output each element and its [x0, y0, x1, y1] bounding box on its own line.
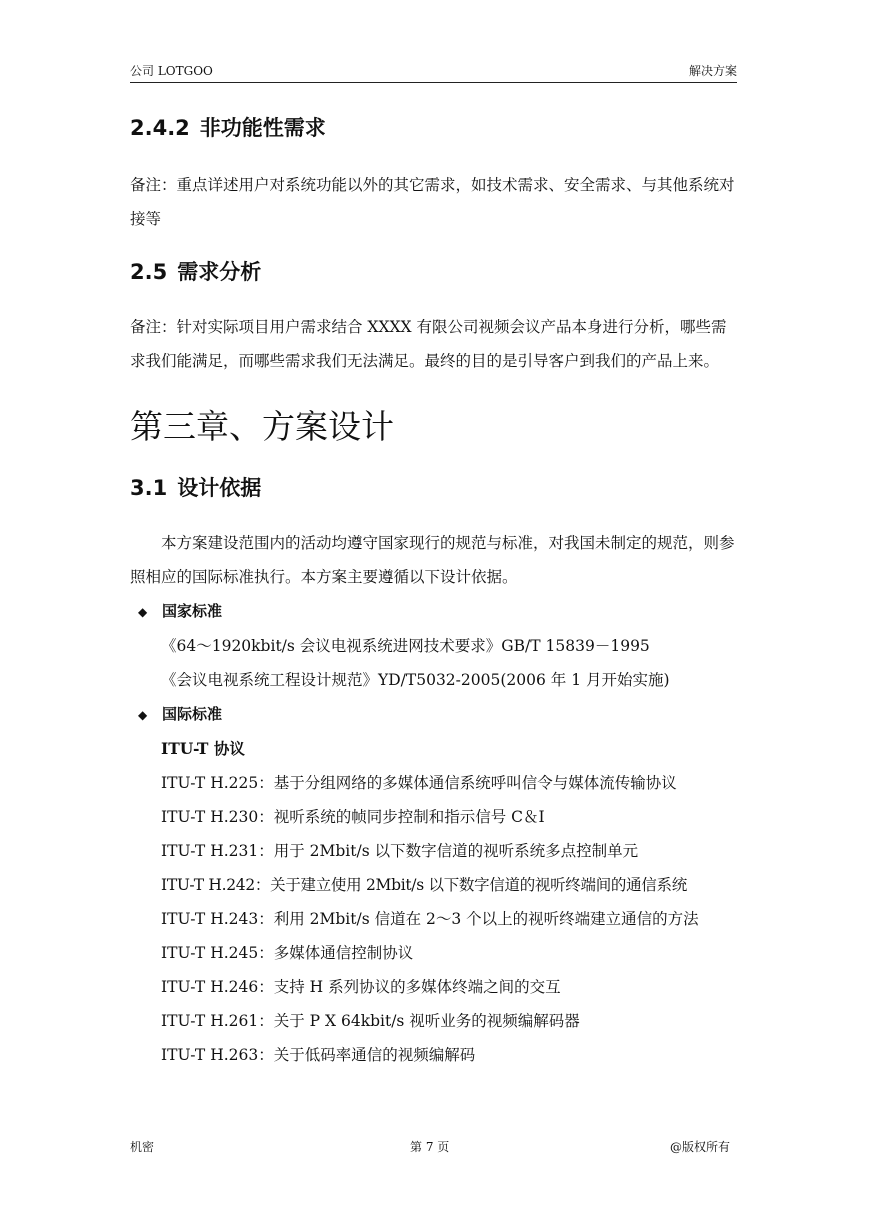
- itu-item: ITU-T H.230：视听系统的帧同步控制和指示信号 C＆I: [161, 808, 545, 826]
- diamond-bullet-icon: ◆: [138, 708, 148, 722]
- bullet-label: 国家标准: [162, 602, 223, 620]
- national-standard-item: 《64～1920kbit/s 会议电视系统进网技术要求》GB/T 15839－1995: [161, 637, 650, 655]
- itu-item: ITU-T H.242：关于建立使用 2Mbit/s 以下数字信道的视听终端间的通信系统: [161, 876, 687, 894]
- header-company: 公司 LOTGOO: [130, 64, 213, 78]
- heading-number: 2.4.2: [130, 116, 190, 140]
- heading-title: 非功能性需求: [199, 116, 326, 140]
- bullet-label: 国际标准: [162, 705, 223, 723]
- footer-copyright: @版权所有: [669, 1140, 730, 1154]
- bullet-national-standards: [130, 594, 737, 629]
- heading-2-5: [130, 254, 737, 290]
- itu-item: ITU-T H.263：关于低码率通信的视频编解码: [161, 1046, 476, 1064]
- chapter-3-title: 第三章、方案设计: [130, 407, 394, 446]
- itu-protocol-label: ITU-T 协议: [161, 739, 245, 758]
- itu-item: ITU-T H.231：用于 2Mbit/s 以下数字信道的视听系统多点控制单元: [161, 842, 639, 860]
- footer-confidential: 机密: [130, 1140, 155, 1154]
- itu-item: ITU-T H.243：利用 2Mbit/s 信道在 2～3 个以上的视听终端建立通信的方法: [161, 910, 699, 928]
- national-standard-item: 《会议电视系统工程设计规范》YD/T5032-2005(2006 年 1 月开始实施): [161, 671, 670, 689]
- header-doc-type: 解决方案: [688, 64, 737, 78]
- page-header: [130, 62, 737, 83]
- bullet-international-standards: [130, 697, 737, 732]
- heading-title: 设计依据: [177, 476, 262, 500]
- footer-page-number: 第 7 页: [410, 1140, 450, 1154]
- note-2-4-2: 备注：重点详述用户对系统功能以外的其它需求，如技术需求、安全需求、与其他系统对接等: [130, 176, 735, 228]
- heading-3-1: [130, 470, 737, 506]
- note-2-5: 备注：针对实际项目用户需求结合 XXXX 有限公司视频会议产品本身进行分析，哪些需求我们能满足，而哪些需求我们无法满足。最终的目的是引导客户到我们的产品上来。: [130, 318, 727, 370]
- design-basis-intro: 本方案建设范围内的活动均遵守国家现行的规范与标准，对我国未制定的规范，则参照相应的国际标准执行。本方案主要遵循以下设计依据。: [130, 534, 735, 586]
- heading-number: 2.5: [130, 260, 168, 284]
- itu-item: ITU-T H.225：基于分组网络的多媒体通信系统呼叫信令与媒体流传输协议: [161, 774, 677, 792]
- diamond-bullet-icon: ◆: [138, 605, 148, 619]
- heading-number: 3.1: [130, 476, 168, 500]
- page-content: [130, 110, 737, 1072]
- heading-2-4-2: [130, 110, 737, 146]
- itu-item: ITU-T H.245：多媒体通信控制协议: [161, 944, 414, 962]
- itu-item: ITU-T H.261：关于 P X 64kbit/s 视听业务的视频编解码器: [161, 1012, 580, 1030]
- itu-item: ITU-T H.246：支持 H 系列协议的多媒体终端之间的交互: [161, 978, 561, 996]
- heading-title: 需求分析: [177, 260, 262, 284]
